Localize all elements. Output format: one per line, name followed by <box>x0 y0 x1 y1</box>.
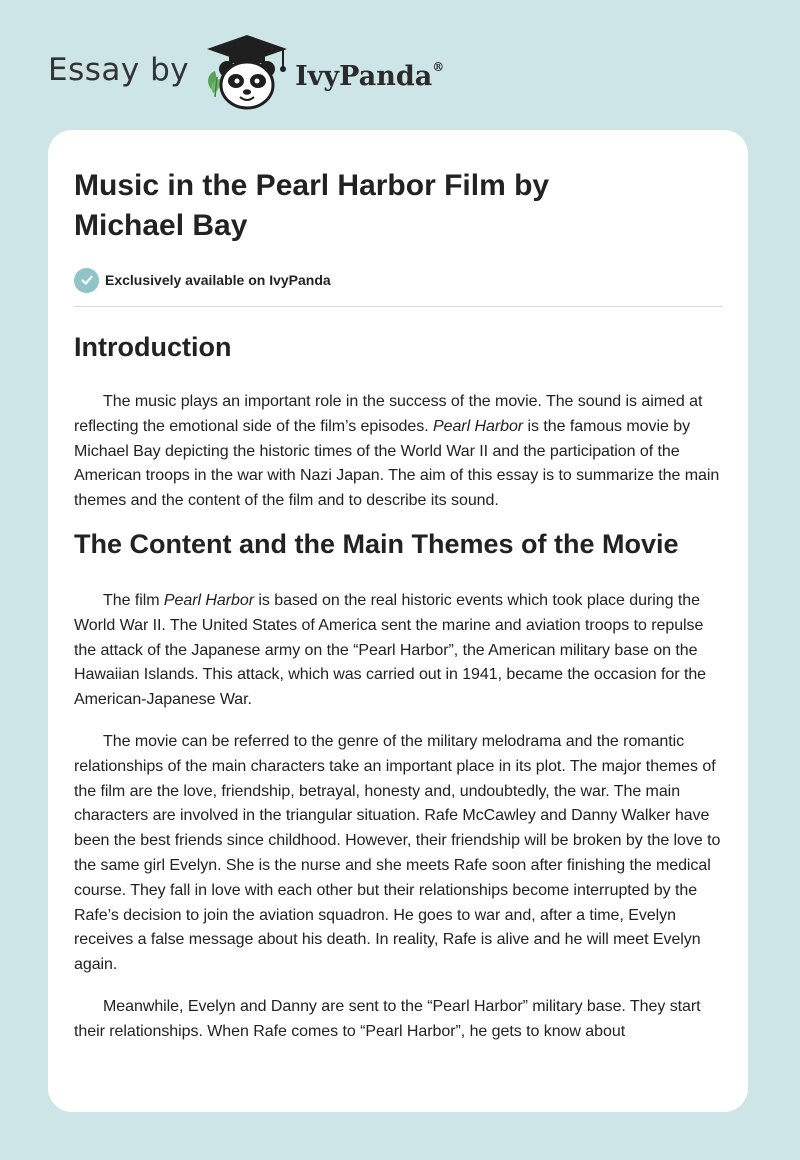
checkmark-icon <box>74 268 99 293</box>
section-heading-introduction: Introduction <box>74 332 232 362</box>
paragraph: Meanwhile, Evelyn and Danny are sent to the “Pearl Harbor” military base. They start their relationships. When Rafe comes to “Pearl Harbor”, he gets to know about <box>74 997 701 1040</box>
panda-graduate-icon <box>203 33 291 111</box>
brand-header <box>48 34 444 114</box>
exclusive-label: Exclusively available on IvyPanda <box>105 272 331 288</box>
paragraph: The movie can be referred to the genre of the military melodrama and the romantic relationships of the main characters take an important place in its plot. The major themes of the film are the love, friendship, betrayal, honesty and, undoubtedly, the war. The main characters are involved in the triangular situation. Rafe McCawley and Danny Walker have been the best friends since childhood. However, their friendship will be broken by the love to the same girl Evelyn. She is the nurse and she meets Rafe soon after finishing the medical course. They fall in love with each other but their relationships become interrupted by the Rafe’s decision to join the aviation squadron. He goes to war and, after a time, Evelyn receives a false message about his death. In reality, Rafe is alive and he will meet Evelyn again. <box>74 732 721 974</box>
paragraph: The music plays an important role in the success of the movie. The sound is aimed at reflecting the emotional side of the film’s episodes. Pearl Harbor is the famous movie by Michael Bay depicting the historic times of the World War II and the participation of the American troops in the war with Nazi Japan. The aim of this essay is to summarize the main themes and the content of the film and to describe its sound. <box>74 393 720 510</box>
exclusive-badge <box>74 266 722 294</box>
brand-name: IvyPanda® <box>295 59 445 92</box>
section-heading-content-themes: The Content and the Main Themes of the Movie <box>74 528 679 559</box>
divider <box>74 306 722 307</box>
paragraph: The film Pearl Harbor is based on the real historic events which took place during the World War II. The United States of America sent the marine and aviation troops to repulse the attack of the Japanese army on the “Pearl Harbor”, the American military base on the Hawaiian Islands. This attack, which was carried out in 1941, became the occasion for the American-Japanese War. <box>74 591 707 709</box>
essay-card <box>48 130 748 1112</box>
brand-prefix: Essay by <box>48 52 190 88</box>
page-title: Music in the Pearl Harbor Film by Michael Bay <box>74 169 550 242</box>
